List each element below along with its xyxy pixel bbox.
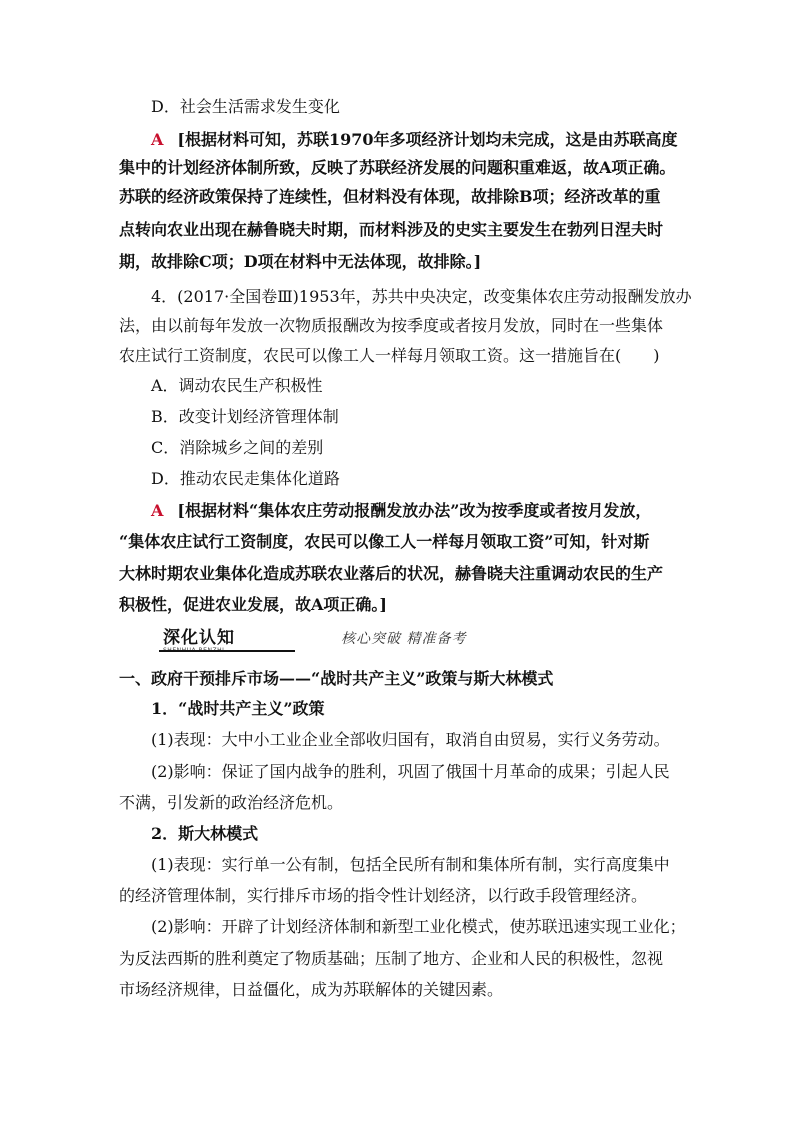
q4-explanation-line-3: 大林时期农业集体化造成苏联农业落后的状况，赫鲁晓夫注重调动农民的生产: [119, 564, 664, 583]
q4-explanation-line-2: “集体农庄试行工资制度，农民可以像工人一样每月领取工资”可知，针对斯: [119, 532, 650, 551]
q3-option-d: D．社会生活需求发生变化: [151, 97, 340, 116]
q4-stem-line-3: 农庄试行工资制度，农民可以像工人一样每月领取工资。这一措施旨在( ): [119, 346, 660, 365]
section-logo: [159, 628, 259, 654]
section-divider: [159, 650, 295, 652]
content-subtitle-1: 1．“战时共产主义”政策: [151, 699, 325, 718]
content-sub2-paragraph-2-line-1: (2)影响：开辟了计划经济体制和新型工业化模式，使苏联迅速实现工业化；: [151, 917, 686, 936]
content-sub2-paragraph-1-line-1: (1)表现：实行单一公有制，包括全民所有制和集体所有制，实行高度集中: [151, 855, 670, 874]
content-sub1-paragraph-2-line-1: (2)影响：保证了国内战争的胜利，巩固了俄国十月革命的成果；引起人民: [151, 762, 670, 781]
q3-explanation-line-3: 苏联的经济政策保持了连续性，但材料没有体现，故排除B项；经济改革的重: [119, 187, 661, 206]
q4-answer-letter: A: [151, 501, 164, 520]
q4-option-b: B．改变计划经济管理体制: [151, 407, 339, 426]
section-banner: [119, 628, 675, 654]
q3-explanation-line-2: 集中的计划经济体制所致，反映了苏联经济发展的问题积重难返，故A项正确。: [119, 158, 676, 177]
q3-answer-letter: A: [151, 130, 164, 149]
content-heading-1: 一、政府干预排斥市场——“战时共产主义”政策与斯大林模式: [119, 669, 554, 688]
content-sub1-paragraph-1: (1)表现：大中小工业企业全部收归国有，取消自由贸易，实行义务劳动。: [151, 730, 670, 749]
q4-option-a: A．调动农民生产积极性: [151, 376, 323, 395]
content-subtitle-2: 2．斯大林模式: [151, 824, 259, 843]
content-sub2-paragraph-2-line-2: 为反法西斯的胜利奠定了物质基础；压制了地方、企业和人民的积极性，忽视: [119, 949, 664, 968]
q4-stem-line-1: 4．(2017·全国卷Ⅲ)1953年，苏共中央决定，改变集体农庄劳动报酬发放办: [151, 287, 692, 306]
q3-explanation-line-4: 点转向农业出现在赫鲁晓夫时期，而材料涉及的史实主要发生在勃列日涅夫时: [119, 220, 664, 239]
q4-option-d: D．推动农民走集体化道路: [151, 469, 340, 488]
q4-option-c: C．消除城乡之间的差别: [151, 438, 324, 457]
q3-explanation-line-1: A [根据材料可知，苏联1970年多项经济计划均未完成，这是由苏联高度: [151, 130, 678, 149]
q3-explanation-line-5: 期，故排除C项；D项在材料中无法体现，故排除。]: [119, 252, 482, 271]
content-sub1-paragraph-2-line-2: 不满，引发新的政治经济危机。: [119, 793, 344, 812]
section-subtitle: 核心突破 精准备考: [341, 631, 467, 647]
content-sub2-paragraph-1-line-2: 的经济管理体制，实行排斥市场的指令性计划经济，以行政手段管理经济。: [119, 886, 648, 905]
q4-explanation-line-4: 积极性，促进农业发展，故A项正确。]: [119, 595, 387, 614]
section-logo-title: 深化认知: [163, 628, 235, 648]
q4-stem-line-2: 法，由以前每年发放一次物质报酬改为按季度或者按月发放，同时在一些集体: [119, 316, 664, 335]
content-sub2-paragraph-2-line-3: 市场经济规律，日益僵化，成为苏联解体的关键因素。: [119, 980, 504, 999]
q4-explanation-line-1: A [根据材料“集体农庄劳动报酬发放办法”改为按季度或者按月发放，: [151, 501, 652, 520]
